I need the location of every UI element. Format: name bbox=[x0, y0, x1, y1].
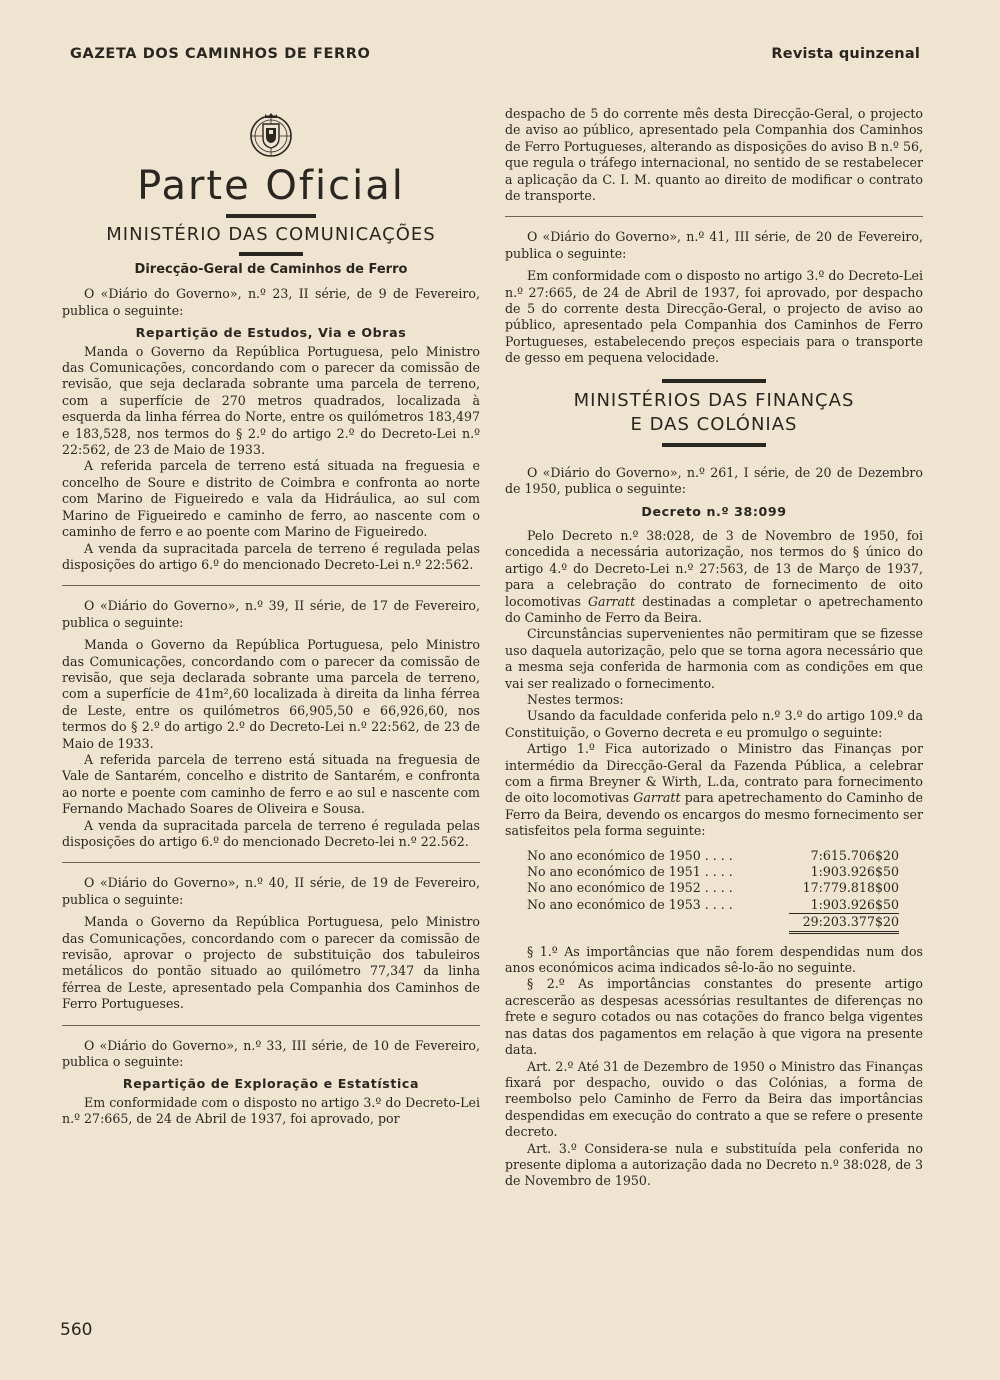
paragraph: § 2.º As importâncias constantes do presente artigo acrescerão as despesas acessórias resultantes de diferenças no frete e seguro cotados ou nas cotações do franco belga vigentes nas datas dos pagamentos em relação à que vigora na presente data. bbox=[505, 976, 923, 1058]
paragraph: Art. 3.º Considera-se nula e substituída pela conferida no presente diploma a autorização dada no Decreto n.º 38:028, de 3 de Novembro de 1950. bbox=[505, 1140, 923, 1189]
section-heading: Repartição de Exploração e Estatística bbox=[122, 1076, 420, 1092]
notice-separator bbox=[62, 862, 480, 863]
journal-periodicity: Revista quinzenal bbox=[771, 46, 920, 62]
paragraph: Manda o Governo da República Portuguesa, pelo Ministro das Comunicações, concordando com o parecer da comissão de revisão, que seja declarada sobrante uma parcela de terreno, com a superfície de 270 metros quadrados, localizada à esquerda da linha férrea do Norte, entre os quilómetros 183,497 e 183,528, nos termos do § 2.º do artigo 2.º do Decreto-Lei n.º 22:562, de 23 de Maio de 1933. bbox=[62, 343, 480, 458]
ministry-rule bbox=[239, 252, 303, 256]
ministry-rule bbox=[662, 379, 766, 383]
paragraph: Manda o Governo da República Portuguesa, pelo Ministro das Comunicações, concordando com o parecer da comissão de revisão, aprovar o projecto de substituição dos tabuleiros metálicos do pontão situado ao quilómetro 77,347 da linha férrea de Leste, apresentado pela Companhia dos Caminhos de Ferro Portugueses. bbox=[62, 914, 480, 1012]
decree-title: Decreto n.º 38:099 bbox=[641, 503, 787, 519]
schedule-total: 29:203.377$20 bbox=[527, 914, 899, 933]
notice-intro: O «Diário do Governo», n.º 261, I série, de 20 de Dezembro de 1950, publica o seguinte: bbox=[505, 464, 923, 497]
page-title: Parte Oficial bbox=[137, 163, 405, 209]
ministry-rule bbox=[662, 443, 766, 447]
schedule-row: No ano económico de 1950 . . . . 7:615.706$20 bbox=[527, 847, 899, 863]
paragraph: § 1.º As importâncias que não forem despendidas num dos anos económicos acima indicados sê-lo-ão no seguinte. bbox=[505, 943, 923, 976]
ministry-heading bbox=[505, 389, 923, 437]
right-column bbox=[505, 106, 923, 1190]
ministry-heading-line: E DAS COLÓNIAS bbox=[630, 413, 798, 435]
paragraph: Pelo Decreto n.º 38:028, de 3 de Novembro de 1950, foi concedida a necessária autorização, nos termos do § único do artigo 4.º do Decreto-Lei n.º 27:563, de 13 de Março de 1937, para a celebração do contrato de fornecimento de oito locomotivas Garratt destinadas a completar o apetrechamento do Caminho de Ferro da Beira. bbox=[505, 527, 923, 625]
schedule-row: No ano económico de 1951 . . . . 1:903.926$50 bbox=[527, 864, 899, 880]
schedule-row: No ano económico de 1953 . . . . 1:903.926$50 bbox=[527, 897, 899, 914]
ministry-heading-line: MINISTÉRIOS DAS FINANÇAS bbox=[573, 389, 855, 411]
paragraph: A referida parcela de terreno está situada na freguesia e concelho de Soure e distrito de Coimbra e confronta ao norte com Marino de Figueiredo e vala da Hidráulica, ao sul com Marino de Figueiredo e caminho de ferro, ao nascente com o caminho de ferro e ao poente com Marino de Figueiredo. bbox=[62, 458, 480, 540]
ministry-heading: MINISTÉRIO DAS COMUNICAÇÕES bbox=[106, 224, 436, 245]
paragraph: A venda da supracitada parcela de terreno é regulada pelas disposições do artigo 6.º do mencionado Decreto-Lei n.º 22:562. bbox=[62, 540, 480, 572]
payment-schedule bbox=[527, 848, 899, 934]
notice-intro: O «Diário do Governo», n.º 23, II série, de 9 de Fevereiro, publica o seguinte: bbox=[62, 286, 480, 318]
paragraph: Usando da faculdade conferida pelo n.º 3.º do artigo 109.º da Constituição, o Governo decreta e eu promulgo o seguinte: bbox=[505, 708, 923, 740]
paragraph: Art. 2.º Até 31 de Dezembro de 1950 o Ministro das Finanças fixará por despacho, ouvido o das Colónias, a forma de reembolso pelo Caminho de Ferro da Beira das importâncias despendidas em execução do contrato a que se refere o presente decreto. bbox=[505, 1058, 923, 1140]
notice-intro: O «Diário do Governo», n.º 33, III série, de 10 de Fevereiro, publica o seguinte: bbox=[62, 1037, 480, 1070]
journal-title: GAZETA DOS CAMINHOS DE FERRO bbox=[70, 46, 371, 62]
paragraph: Circunstâncias supervenientes não permitiram que se fizesse uso daquela autorização, pelo que se torna agora necessário que a mesma seja conferida de harmonia com as condições em que vai ser realizado o fornecimento. bbox=[505, 626, 923, 691]
paragraph: Nestes termos: bbox=[527, 691, 624, 707]
notice-separator bbox=[62, 1025, 480, 1026]
paragraph: Manda o Governo da República Portuguesa, pelo Ministro das Comunicações, concordando com o parecer da comissão de revisão, que seja declarada sobrante uma parcela de terreno, com a superfície de 41m²,60 localizada à direita da linha férrea de Leste, entre os quilómetros 66,905,50 e 66,926,60, nos termos do § 2.º do artigo 2.º do Decreto-Lei n.º 22:562, de 23 de Maio de 1933. bbox=[62, 637, 480, 751]
paragraph: Em conformidade com o disposto no artigo 3.º do Decreto-Lei n.º 27:665, de 24 de Abril de 1937, foi aprovado, por bbox=[62, 1094, 480, 1127]
notice-separator bbox=[505, 216, 923, 217]
notice-intro: O «Diário do Governo», n.º 40, II série, de 19 de Fevereiro, publica o seguinte: bbox=[62, 875, 480, 907]
notice-separator bbox=[62, 585, 480, 586]
left-column bbox=[62, 106, 480, 1128]
directorate-heading: Direcção-Geral de Caminhos de Ferro bbox=[134, 262, 408, 277]
paragraph: despacho de 5 do corrente mês desta Direcção-Geral, o projecto de aviso ao público, apresentado pela Companhia dos Caminhos de Ferro Portugueses, alterando as disposições do aviso B n.º 56, que regula o tráfego internacional, no sentido de se restabelecer a aplicação da C. I. M. quanto ao direito de modificar o contrato de transporte. bbox=[505, 106, 923, 204]
section-heading: Repartição de Estudos, Via e Obras bbox=[135, 325, 407, 341]
notice-intro: O «Diário do Governo», n.º 41, III série, de 20 de Fevereiro, publica o seguinte: bbox=[505, 229, 923, 261]
coat-of-arms-icon bbox=[248, 110, 294, 162]
paragraph: Artigo 1.º Fica autorizado o Ministro das Finanças por intermédio da Direcção-Geral da Fazenda Pública, a celebrar com a firma Breyner & Wirth, L.da, contrato para fornecimento de oito locomotivas Garratt para apetrechamento do Caminho de Ferro da Beira, devendo os encargos do mesmo fornecimento ser satisfeitos pela forma seguinte: bbox=[505, 741, 923, 839]
paragraph: Em conformidade com o disposto no artigo 3.º do Decreto-Lei n.º 27:665, de 24 de Abril de 1937, foi aprovado, por despacho de 5 do corrente desta Direcção-Geral, o projecto de aviso ao público, apresentado pela Companhia dos Caminhos de Ferro Portugueses, estabelecendo preços especiais para o transporte de gesso em pequena velocidade. bbox=[505, 268, 923, 366]
page-number: 560 bbox=[60, 1320, 93, 1340]
paragraph: A venda da supracitada parcela de terreno é regulada pelas disposições do artigo 6.º do mencionado Decreto-lei n.º 22.562. bbox=[62, 817, 480, 849]
paragraph: A referida parcela de terreno está situada na freguesia de Vale de Santarém, concelho e distrito de Santarém, e confronta ao norte e poente com caminho de ferro e ao sul e nascente com Fernando Machado Soares de Oliveira e Sousa. bbox=[62, 751, 480, 817]
notice-intro: O «Diário do Governo», n.º 39, II série, de 17 de Fevereiro, publica o seguinte: bbox=[62, 598, 480, 630]
schedule-row: No ano económico de 1952 . . . . 17:779.818$00 bbox=[527, 880, 899, 896]
title-rule bbox=[226, 214, 316, 218]
